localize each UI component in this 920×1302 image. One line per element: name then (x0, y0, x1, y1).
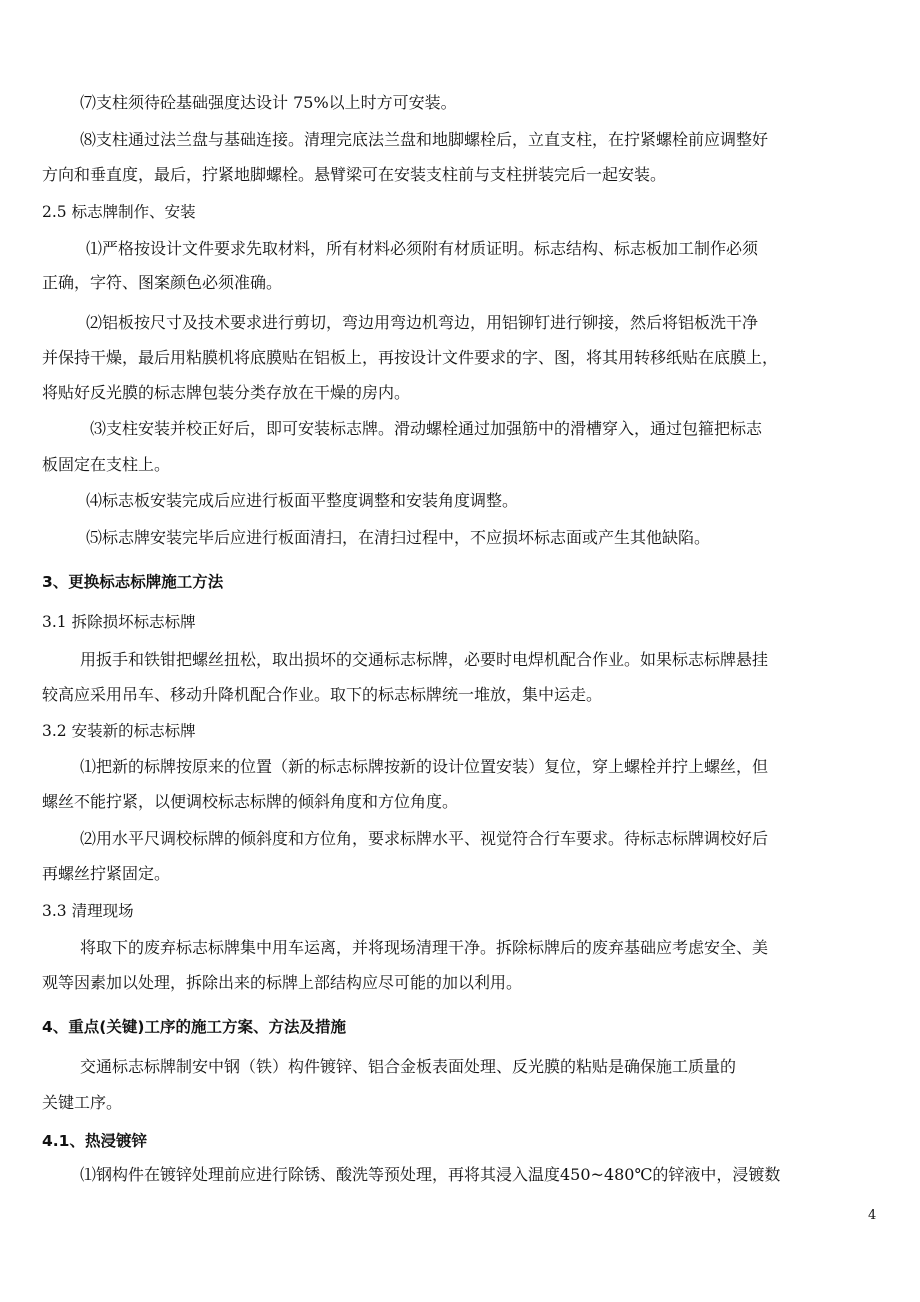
heading-3-2: 3.2 安装新的标志标牌 (42, 722, 196, 740)
heading-3-1: 3.1 拆除损坏标志标牌 (42, 613, 196, 631)
paragraph-3-2-1-line-2: 螺丝不能拧紧，以便调校标志标牌的倾斜角度和方位角度。 (42, 792, 459, 811)
heading-2-5: 2.5 标志牌制作、安装 (42, 203, 196, 221)
paragraph-4-1-1-line-1: ⑴钢构件在镀锌处理前应进行除锈、酸洗等预处理，再将其浸入温度450~480℃的锌液中，浸镀数 (80, 1165, 781, 1184)
paragraph-3-2-2-line-1: ⑵用水平尺调校标牌的倾斜度和方位角，要求标牌水平、视觉符合行车要求。待标志标牌调校好后 (80, 829, 769, 848)
page-number: 4 (868, 1208, 877, 1223)
paragraph-3-2-2-line-2: 再螺丝拧紧固定。 (42, 864, 171, 883)
section-4-title: 4、重点(关键)工序的施工方案、方法及措施 (42, 1018, 346, 1036)
paragraph-2-5-2-line-1: ⑵铝板按尺寸及技术要求进行剪切，弯边用弯边机弯边，用铝铆钉进行铆接，然后将铝板洗干净 (86, 313, 759, 332)
paragraph-4-intro-line-1: 交通标志标牌制安中钢（铁）构件镀锌、铝合金板表面处理、反光膜的粘贴是确保施工质量的 (80, 1057, 737, 1076)
paragraph-3-2-1-line-1: ⑴把新的标牌按原来的位置（新的标志标牌按新的设计位置安装）复位，穿上螺栓并拧上螺丝，但 (80, 757, 769, 776)
paragraph-2-5-3-line-2: 板固定在支柱上。 (42, 455, 171, 474)
paragraph-2-5-5: ⑸标志牌安装完毕后应进行板面清扫，在清扫过程中，不应损坏标志面或产生其他缺陷。 (86, 528, 711, 547)
section-3-title: 3、更换标志标牌施工方法 (42, 573, 224, 591)
paragraph-3-3-line-1: 将取下的废弃标志标牌集中用车运离，并将现场清理干净。拆除标牌后的废弃基础应考虑安全、美 (80, 938, 769, 957)
paragraph-2-5-3-line-1: ⑶支柱安装并校正好后，即可安装标志牌。滑动螺栓通过加强筋中的滑槽穿入，通过包箍把标志 (90, 419, 763, 438)
paragraph-3-1-line-2: 较高应采用吊车、移动升降机配合作业。取下的标志标牌统一堆放，集中运走。 (42, 685, 603, 704)
heading-4-1: 4.1、热浸镀锌 (42, 1132, 147, 1150)
paragraph-3-3-line-2: 观等因素加以处理，拆除出来的标牌上部结构应尽可能的加以利用。 (42, 973, 523, 992)
paragraph-item-7: ⑺支柱须待砼基础强度达设计 75%以上时方可安装。 (80, 93, 457, 112)
paragraph-2-5-2-line-2: 并保持干燥，最后用粘膜机将底膜贴在铝板上，再按设计文件要求的字、图，将其用转移纸贴在底膜上， (42, 348, 779, 367)
paragraph-2-5-4: ⑷标志板安装完成后应进行板面平整度调整和安装角度调整。 (86, 491, 519, 510)
paragraph-2-5-1-line-2: 正确，字符、图案颜色必须准确。 (42, 273, 283, 292)
heading-3-3: 3.3 清理现场 (42, 902, 134, 920)
paragraph-item-8-line-2: 方向和垂直度，最后，拧紧地脚螺栓。悬臂梁可在安装支柱前与支柱拼装完后一起安装。 (42, 165, 667, 184)
paragraph-3-1-line-1: 用扳手和铁钳把螺丝扭松，取出损坏的交通标志标牌，必要时电焊机配合作业。如果标志标牌悬挂 (80, 650, 769, 669)
paragraph-2-5-2-line-3: 将贴好反光膜的标志牌包装分类存放在干燥的房内。 (42, 383, 411, 402)
paragraph-4-intro-line-2: 关键工序。 (42, 1093, 123, 1112)
paragraph-2-5-1-line-1: ⑴严格按设计文件要求先取材料，所有材料必须附有材质证明。标志结构、标志板加工制作必须 (86, 239, 759, 258)
paragraph-item-8-line-1: ⑻支柱通过法兰盘与基础连接。清理完底法兰盘和地脚螺栓后，立直支柱，在拧紧螺栓前应调整好 (80, 130, 769, 149)
